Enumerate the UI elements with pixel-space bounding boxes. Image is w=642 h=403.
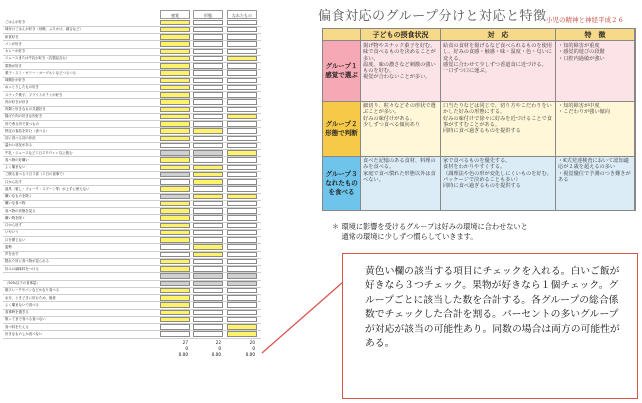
checklist-row xyxy=(3,142,261,149)
checklist-row xyxy=(3,229,261,236)
blank-cell xyxy=(227,310,257,316)
check-cell[interactable] xyxy=(160,288,190,294)
sheet-header-0: 感覚 xyxy=(160,10,190,19)
checklist-item-label: よく噛まない xyxy=(5,165,26,169)
check-cell[interactable] xyxy=(160,165,190,171)
checklist-item-label: 口を閉じない xyxy=(5,237,26,242)
blank-cell xyxy=(227,259,257,265)
checklist-item-label: 道具（箸し・フォーク・スプーン等）が上手に使えない xyxy=(5,186,90,191)
total-value: 0.00 xyxy=(211,352,221,357)
checklist-item-label: 和食好き xyxy=(5,34,19,39)
total-value: 0 xyxy=(252,346,255,351)
checklist-row xyxy=(3,309,261,316)
checklist-row xyxy=(3,193,261,200)
blank-cell xyxy=(227,295,257,301)
blank-cell xyxy=(227,165,257,171)
row-separator xyxy=(323,156,635,157)
check-cell[interactable] xyxy=(160,157,190,163)
blank-cell xyxy=(193,78,223,84)
check-cell[interactable] xyxy=(160,85,190,91)
checklist-item-label: 牛乳・ジュースなど１日２００ｃｃ以上飲む xyxy=(5,150,73,155)
blank-cell xyxy=(227,20,257,26)
check-cell[interactable] xyxy=(193,165,223,171)
checklist-row xyxy=(3,48,261,55)
checklist-row xyxy=(3,135,261,142)
check-cell[interactable] xyxy=(227,56,257,62)
blank-cell xyxy=(227,121,257,127)
check-cell[interactable] xyxy=(227,194,257,200)
check-cell[interactable] xyxy=(160,230,190,236)
blank-cell xyxy=(227,266,257,272)
blank-cell xyxy=(193,143,223,149)
blank-cell xyxy=(193,63,223,69)
blank-cell xyxy=(193,331,223,337)
blank-cell xyxy=(193,186,223,192)
checklist-item-label: 口から出す xyxy=(5,179,22,184)
check-cell[interactable] xyxy=(160,41,190,47)
blank-cell xyxy=(227,186,257,192)
group-name: グループ１ 感覚で選ぶ xyxy=(323,41,361,101)
check-cell[interactable] xyxy=(193,252,223,258)
check-cell[interactable] xyxy=(160,20,190,26)
table-header-3: 特 徴 xyxy=(556,29,635,41)
blank-cell xyxy=(227,317,257,323)
checklist-row xyxy=(3,164,261,171)
checklist-row xyxy=(3,92,261,99)
checklist-item-label: 無ってまで食べる食べない xyxy=(5,317,46,322)
checklist-item-label: 菓子・スミ・ゼリー・ヨーグルトなどつるつる xyxy=(5,70,76,75)
blank-cell xyxy=(193,157,223,163)
group-response: 口当たりなどは同じで、切り方やこだわりをいかした好みの形態にする。 好みの味付けで徐々に好みを近づけることで食事がすすむことがある。 同時に食べ過ぎるものを提供する xyxy=(441,101,556,156)
checklist-row xyxy=(3,324,261,331)
blank-cell xyxy=(227,99,257,105)
checklist-row xyxy=(3,295,261,302)
checklist-row xyxy=(3,26,261,33)
blank-cell xyxy=(193,107,223,113)
row-divider xyxy=(3,338,261,339)
checklist-item-label: 食べ物の状態を見る xyxy=(5,208,36,213)
blank-cell xyxy=(227,281,257,287)
check-cell[interactable] xyxy=(160,302,190,308)
table-header-2: 対 応 xyxy=(441,29,556,41)
checklist-item-label: ジュースまたは牛乳が好き（乳製品含む） xyxy=(5,56,70,61)
blank-cell xyxy=(193,92,223,98)
checklist-row xyxy=(3,302,261,309)
checklist-item-label: 姿勢 xyxy=(5,244,12,249)
checklist-row xyxy=(3,55,261,62)
check-cell[interactable] xyxy=(193,172,223,178)
blank-cell xyxy=(227,302,257,308)
check-cell[interactable] xyxy=(160,99,190,105)
blank-cell xyxy=(193,121,223,127)
blank-cell xyxy=(160,244,190,250)
check-cell[interactable] xyxy=(160,121,190,127)
check-cell[interactable] xyxy=(160,92,190,98)
check-cell[interactable] xyxy=(160,78,190,84)
check-cell[interactable] xyxy=(227,324,257,330)
callout-text: 黄色い欄の該当する項目にチェックを入れる。白いご飯が好きなら３つチェック。果物が好きなら１個チェック。グループごとに該当した数を合計する。各グループの総合係数でチェックした合計を割る。パーセントの多いグループが対応が該当の可能性あり。同数の場合は両方の可能性がある。 xyxy=(365,266,620,350)
group-feature: ・知的障害が重度 ・感覚的遊びの段階 ・口腔内過敏が強い xyxy=(556,41,635,101)
checklist-row xyxy=(3,222,261,229)
checklist-item-label: カレーが好き xyxy=(5,49,26,53)
blank-cell xyxy=(227,237,257,243)
blank-cell xyxy=(193,324,223,330)
group-name: グループ３ なれたもの を食べる xyxy=(323,156,361,210)
blank-cell xyxy=(193,223,223,229)
checklist-row xyxy=(3,77,261,84)
check-cell[interactable] xyxy=(193,194,223,200)
checklist-row xyxy=(3,128,261,135)
check-cell[interactable] xyxy=(227,114,257,120)
blank-cell xyxy=(193,201,223,207)
blank-cell xyxy=(227,223,257,229)
blank-cell xyxy=(193,208,223,214)
checklist-row xyxy=(3,150,261,157)
total-value: 0.00 xyxy=(178,352,188,357)
total-value: 22 xyxy=(215,340,221,345)
group-table xyxy=(322,28,636,211)
check-cell[interactable] xyxy=(160,114,190,120)
checklist-row xyxy=(3,215,261,222)
blank-cell xyxy=(193,34,223,40)
checklist-item-label: 嫌いな食べ物 xyxy=(5,201,26,206)
checklist-item-label: パンが好き xyxy=(5,41,22,46)
check-cell[interactable] xyxy=(160,63,190,69)
blank-cell xyxy=(193,259,223,265)
instruction-callout xyxy=(342,253,638,399)
blank-cell xyxy=(193,310,223,316)
checklist-row xyxy=(3,157,261,164)
check-cell[interactable] xyxy=(160,215,190,221)
checklist-item-label: 朝フレークやパンなどかなり食べる xyxy=(5,288,60,293)
blank-cell xyxy=(160,143,190,149)
checklist-item-label: 好みの調味料をつける xyxy=(5,266,39,271)
blank-cell xyxy=(193,317,223,323)
checklist-item-label: 嫌い物を除く xyxy=(5,215,26,220)
group-status: 揚げ物やスナック菓子を好む。 味で食べるものを決めることが多い。 温度、味の濃さなど刺激の強いものを好む。 視覚が合わないことが多い。 xyxy=(361,41,441,101)
checklist-row xyxy=(3,63,261,70)
environment-note xyxy=(332,222,528,242)
checklist-item-label: 食べ料をたえる xyxy=(5,324,29,329)
blank-cell xyxy=(227,128,257,134)
blank-cell xyxy=(193,150,223,156)
checklist-item-label: ご飯も食べる１日３食（１日の食事で） xyxy=(5,172,67,177)
checklist-item-label: 食べ物の好嫌い xyxy=(5,157,29,162)
total-value: 27 xyxy=(182,340,188,345)
note-line-2: 通常の環境に少しずつ慣らしていきます。 xyxy=(332,232,478,241)
checklist-row xyxy=(3,19,261,26)
checklist-item-label: 声を出す xyxy=(5,252,19,256)
blank-cell xyxy=(227,49,257,55)
checklist-row xyxy=(3,70,261,77)
check-cell[interactable] xyxy=(193,179,223,185)
checklist-item-label: よく噛まないで食べる xyxy=(5,302,39,307)
checklist-item-label: 揚げた肉の好きな肉好き xyxy=(5,114,43,119)
blank-cell xyxy=(193,230,223,236)
note-line-1: ＊ 環境に影響を受けるグループは好みの環境に合わせないと xyxy=(332,222,528,231)
check-cell[interactable] xyxy=(160,266,190,272)
blank-cell xyxy=(227,143,257,149)
check-cell[interactable] xyxy=(160,295,190,301)
blank-cell xyxy=(160,273,190,279)
source-citation: 小児の精神と神経平成２６ xyxy=(546,16,624,24)
blank-cell xyxy=(227,215,257,221)
checklist-row xyxy=(3,41,261,48)
blank-cell xyxy=(227,273,257,279)
checklist-row xyxy=(3,237,261,244)
blank-cell xyxy=(227,70,257,76)
checklist-item-label: 味噌汁が好き xyxy=(5,78,26,82)
checklist-row xyxy=(3,258,261,265)
checklist-row xyxy=(3,34,261,41)
blank-cell xyxy=(227,136,257,142)
checklist-row xyxy=(3,266,261,273)
checklist-item-label: 好きなものしか食べない xyxy=(5,331,43,336)
blank-cell xyxy=(160,331,190,337)
checklist-row xyxy=(3,200,261,207)
blank-cell xyxy=(160,281,190,287)
blank-cell xyxy=(160,172,190,178)
blank-cell xyxy=(227,201,257,207)
blank-cell xyxy=(193,20,223,26)
checklist-item-label: 特定の食品を好む（食べる） xyxy=(5,128,50,133)
group-status: 食べた記憶のある食材、料理のみを食べる。 家庭で食べ慣れた形態以外は食べない。 xyxy=(361,156,441,210)
blank-cell xyxy=(227,252,257,258)
blank-cell xyxy=(193,273,223,279)
blank-cell xyxy=(193,281,223,287)
blank-cell xyxy=(160,179,190,185)
blank-cell xyxy=(193,41,223,47)
blank-cell xyxy=(227,85,257,91)
check-cell[interactable] xyxy=(160,49,190,55)
blank-cell xyxy=(193,27,223,33)
check-cell[interactable] xyxy=(160,27,190,33)
checklist-item-label: 隠れた所に食べ物が見られる xyxy=(5,259,50,264)
group-feature: ・K式発達検査において認知適応が２歳を超えるの多い ・視覚優位で予測のつき難きがある xyxy=(556,156,635,210)
check-cell[interactable] xyxy=(160,34,190,40)
checklist-item-label: 口から吐す xyxy=(5,223,22,227)
group-name: グループ２ 形態で判断 xyxy=(323,101,361,156)
blank-cell xyxy=(193,70,223,76)
blank-cell xyxy=(227,208,257,214)
check-cell[interactable] xyxy=(160,310,190,316)
blank-cell xyxy=(227,172,257,178)
blank-cell xyxy=(193,237,223,243)
blank-cell xyxy=(193,288,223,294)
table-header-1: 子どもの摂食状況 xyxy=(361,29,441,41)
sheet-header-2: なれたもの xyxy=(227,10,257,19)
checklist-item-label: （50%以下の食事量） xyxy=(5,281,40,285)
checklist-row xyxy=(3,113,261,120)
total-value: 0.00 xyxy=(245,352,255,357)
total-value: 0 xyxy=(218,346,221,351)
row-separator xyxy=(323,101,635,102)
blank-cell xyxy=(227,78,257,84)
blank-cell xyxy=(193,49,223,55)
checklist-sheet xyxy=(3,10,261,366)
group-row xyxy=(323,41,635,101)
checklist-item-label: いやいう xyxy=(5,230,19,235)
blank-cell xyxy=(193,114,223,120)
checklist-item-label: 肉が好きが好き xyxy=(5,99,29,104)
blank-cell xyxy=(193,136,223,142)
check-cell[interactable] xyxy=(160,128,190,134)
sheet-header-1: 形態 xyxy=(193,10,223,19)
blank-cell xyxy=(193,215,223,221)
blank-cell xyxy=(227,230,257,236)
blank-cell xyxy=(227,288,257,294)
blank-cell xyxy=(193,266,223,272)
checklist-item-label xyxy=(5,273,155,280)
check-cell[interactable] xyxy=(160,186,190,192)
blank-cell xyxy=(193,56,223,62)
checklist-item-label: 初に食べる初の状況 xyxy=(5,136,36,140)
check-cell[interactable] xyxy=(193,128,223,134)
checklist-row xyxy=(3,99,261,106)
checklist-row xyxy=(3,208,261,215)
checklist-item-label: スナック菓子、フライドポテトが好き xyxy=(5,92,63,97)
checklist-item-label: 味付けごはんが好き（炒飯、ふりかけ、調合など） xyxy=(5,27,83,32)
blank-cell xyxy=(193,99,223,105)
checklist-item-label: 嫌いなものを除く xyxy=(5,194,33,198)
blank-cell xyxy=(160,324,190,330)
checklist-row xyxy=(3,316,261,323)
blank-cell xyxy=(160,252,190,258)
check-cell[interactable] xyxy=(160,107,190,113)
checklist-item-label: ごはんが好き xyxy=(5,20,26,24)
check-cell[interactable] xyxy=(227,150,257,156)
checklist-item-label: 肉で煮る肉で食べもの xyxy=(5,121,39,126)
group-response: 給食の食材を揚げるなど食べられるものを使用し、好みの食感・触感・味・温度・色・匂いに変える。 感覚に合わせて少しずつ香道食に近づける。 一口ずつ口に運ぶ。 xyxy=(441,41,556,101)
check-cell[interactable] xyxy=(160,259,190,265)
checklist-item-label: 果物が好き xyxy=(5,63,22,68)
blank-cell xyxy=(193,302,223,308)
checklist-item-label: ねっとりしたもの好き xyxy=(5,85,39,90)
table-header-0 xyxy=(323,29,361,41)
checklist-row xyxy=(3,171,261,178)
checklist-item-label: 肉類と好きなもの共通好き xyxy=(5,107,46,111)
checklist-row xyxy=(3,273,261,280)
group-feature: ・知的障害が中度 ・こだわりが強い傾向 xyxy=(556,101,635,156)
group-row xyxy=(323,156,635,210)
blank-cell xyxy=(193,295,223,301)
group-response: 家で食べるものを優先する。 食材をわかりやすくする。 （調理法や色の形が変化しにくいものを好む。パッケージで決めることも多い） 同時に食べ過ぎるものを提供する xyxy=(441,156,556,210)
blank-cell xyxy=(193,85,223,91)
blank-cell xyxy=(227,41,257,47)
total-value: 0 xyxy=(185,346,188,351)
check-cell[interactable] xyxy=(160,70,190,76)
total-value: 20 xyxy=(249,340,255,345)
blank-cell xyxy=(227,179,257,185)
blank-cell xyxy=(227,63,257,69)
check-cell[interactable] xyxy=(193,244,223,250)
page-title: 偏食対応のグループ分けと対応と特徴 xyxy=(318,9,547,24)
group-row xyxy=(323,101,635,156)
checklist-row xyxy=(3,121,261,128)
checklist-row xyxy=(3,280,261,287)
check-cell[interactable] xyxy=(160,237,190,243)
checklist-row xyxy=(3,179,261,186)
check-cell[interactable] xyxy=(160,317,190,323)
checklist-item-label: 温かい状況がある xyxy=(5,143,33,148)
check-cell[interactable] xyxy=(160,208,190,214)
checklist-row xyxy=(3,106,261,113)
checklist-row xyxy=(3,186,261,193)
blank-cell xyxy=(160,150,190,156)
blank-cell xyxy=(227,92,257,98)
blank-cell xyxy=(227,27,257,33)
checklist-row xyxy=(3,331,261,338)
blank-cell xyxy=(227,107,257,113)
checklist-item-label: 水分、ときどきに好むため、後者 xyxy=(5,295,56,300)
check-cell[interactable] xyxy=(160,201,190,207)
check-cell[interactable] xyxy=(160,136,190,142)
check-cell[interactable] xyxy=(160,223,190,229)
check-cell[interactable] xyxy=(160,56,190,62)
group-status: 細切り、粒々などその形状で選ぶことが多い。 好みの味付けがある。 少しずつ食べる傾向あり xyxy=(361,101,441,156)
checklist-row xyxy=(3,84,261,91)
checklist-row xyxy=(3,287,261,294)
blank-cell xyxy=(227,157,257,163)
blank-cell xyxy=(227,244,257,250)
checklist-item-label: 食事時を過ぎる xyxy=(5,310,29,314)
checklist-row xyxy=(3,251,261,258)
blank-cell xyxy=(160,194,190,200)
blank-cell xyxy=(227,34,257,40)
check-cell[interactable] xyxy=(227,331,257,337)
checklist-row xyxy=(3,244,261,251)
